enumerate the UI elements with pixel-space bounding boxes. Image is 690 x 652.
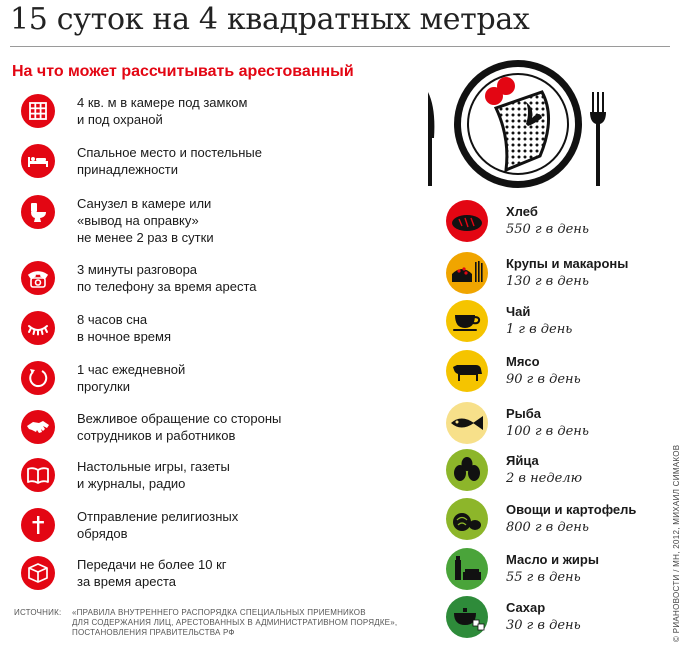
food-item-fish [446, 402, 686, 450]
food-item-oil [446, 548, 686, 596]
right-item-text: Передачи не более 10 кг за время ареста [77, 557, 227, 589]
food-item-sugar [446, 596, 686, 644]
right-item-text: Отправление религиозных обрядов [77, 509, 239, 541]
page-title: 15 суток на 4 квадратных метрах [10, 2, 530, 37]
right-item-text: Настольные игры, газеты и журналы, радио [77, 459, 230, 491]
vegetables-icon [446, 498, 488, 540]
tea-cup-icon [446, 300, 488, 342]
bread-icon [446, 200, 488, 242]
food-amount: 2 в неделю [506, 471, 583, 486]
section-subtitle: На что может рассчитывать арестованный [12, 63, 354, 80]
right-item-text: 4 кв. м в камере под замком и под охраной [77, 95, 248, 127]
food-item-eggs [446, 449, 686, 497]
food-name: Крупы и макароны [506, 256, 629, 271]
source-text: «ПРАВИЛА ВНУТРЕННЕГО РАСПОРЯДКА СПЕЦИАЛЬНЫХ ПРИЕМНИКОВ ДЛЯ СОДЕРЖАНИЯ ЛИЦ, АРЕСТОВАННЫХ В АДМИНИСТРАТИВНОМ ПОРЯДКЕ», ПОСТАНОВЛЕНИЯ ПРАВИТЕЛЬСТВА РФ [72, 608, 398, 637]
food-amount: 55 г в день [506, 570, 581, 585]
sugar-bowl-icon [446, 596, 488, 638]
food-name: Хлеб [506, 204, 538, 219]
food-amount: 90 г в день [506, 372, 581, 387]
food-item-vegetables [446, 498, 686, 546]
food-item-cereals [446, 252, 686, 300]
food-item-bread [446, 200, 686, 248]
food-amount: 30 г в день [506, 618, 581, 633]
eggs-icon [446, 449, 488, 491]
fish-icon [446, 402, 488, 444]
cow-icon [446, 350, 488, 392]
right-item-text: Вежливое обращение со стороны сотрудников и работников [77, 411, 282, 443]
right-item-text: Санузел в камере или «вывод на оправку» не менее 2 раз в сутки [77, 196, 214, 245]
food-name: Чай [506, 304, 531, 319]
right-item-text: 1 час ежедневной прогулки [77, 362, 186, 394]
food-amount: 1 г в день [506, 322, 573, 337]
cereal-pasta-icon [446, 252, 488, 294]
food-amount: 130 г в день [506, 274, 589, 289]
right-item-text: 8 часов сна в ночное время [77, 312, 172, 344]
food-name: Яйца [506, 453, 539, 468]
copyright-credit: © РИАНОВОСТИ / МН, 2012, МИХАИЛ СИМАКОВ [672, 444, 681, 642]
food-name: Масло и жиры [506, 552, 599, 567]
oil-butter-icon [446, 548, 488, 590]
food-amount: 100 г в день [506, 424, 589, 439]
right-item-text: Спальное место и постельные принадлежности [77, 145, 262, 177]
food-amount: 550 г в день [506, 222, 589, 237]
food-item-meat [446, 350, 686, 398]
food-amount: 800 г в день [506, 520, 589, 535]
food-item-tea [446, 300, 686, 348]
source-label: ИСТОЧНИК: [14, 608, 62, 617]
food-name: Овощи и картофель [506, 502, 637, 517]
food-name: Мясо [506, 354, 540, 369]
food-name: Рыба [506, 406, 542, 421]
food-name: Сахар [506, 600, 546, 615]
right-item-text: 3 минуты разговора по телефону за время ареста [77, 262, 257, 294]
